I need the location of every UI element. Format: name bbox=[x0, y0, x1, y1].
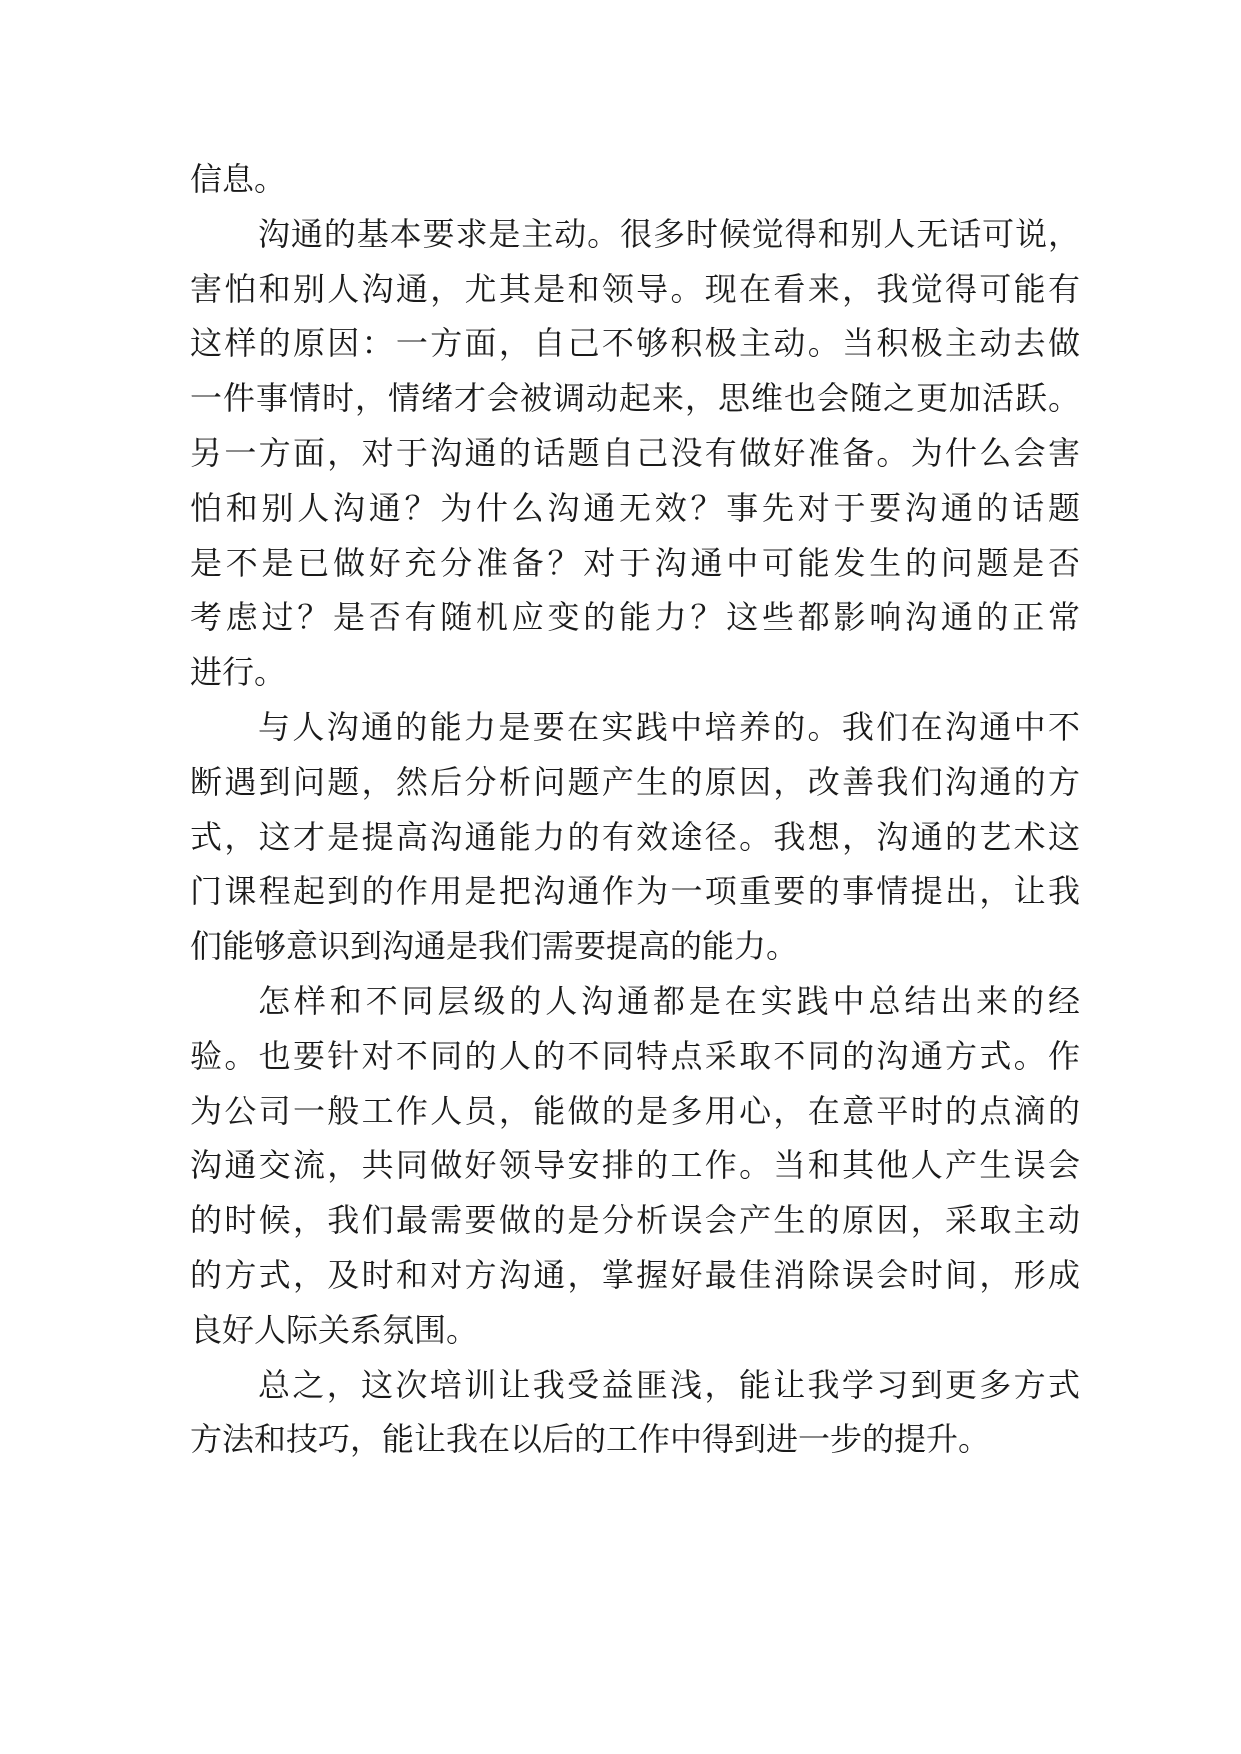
text-line: 信息。 bbox=[190, 160, 287, 198]
text-line: 的时候，我们最需要做的是分析误会产生的原因，采取主动 bbox=[190, 1201, 1080, 1240]
text-line: 们能够意识到沟通是我们需要提高的能力。 bbox=[190, 927, 799, 966]
text-line: 总之，这次培训让我受益匪浅，能让我学习到更多方式 bbox=[258, 1365, 1080, 1404]
paragraph-5 bbox=[190, 1358, 1080, 1468]
text-line: 一件事情时，情绪才会被调动起来，思维也会随之更加活跃。 bbox=[190, 379, 1080, 418]
text-line: 沟通的基本要求是主动。很多时候觉得和别人无话可说， bbox=[258, 214, 1080, 253]
text-line: 与人沟通的能力是要在实践中培养的。我们在沟通中不 bbox=[258, 707, 1080, 746]
text-line: 门课程起到的作用是把沟通作为一项重要的事情提出，让我 bbox=[190, 872, 1080, 911]
text-line: 为公司一般工作人员，能做的是多用心，在意平时的点滴的 bbox=[190, 1091, 1080, 1130]
paragraph-3 bbox=[190, 700, 1080, 974]
text-line: 进行。 bbox=[190, 653, 287, 692]
text-line: 式，这才是提高沟通能力的有效途径。我想，沟通的艺术这 bbox=[190, 817, 1080, 856]
text-line: 方法和技巧，能让我在以后的工作中得到进一步的提升。 bbox=[190, 1420, 991, 1459]
text-line: 另一方面，对于沟通的话题自己没有做好准备。为什么会害 bbox=[190, 433, 1080, 472]
paragraph-4 bbox=[190, 974, 1080, 1358]
document-body bbox=[190, 152, 1080, 1467]
paragraph-2 bbox=[190, 207, 1080, 700]
paragraph-1 bbox=[190, 152, 1080, 207]
text-line: 验。也要针对不同的人的不同特点采取不同的沟通方式。作 bbox=[190, 1036, 1080, 1075]
text-line: 这样的原因：一方面，自己不够积极主动。当积极主动去做 bbox=[190, 324, 1080, 363]
text-line: 害怕和别人沟通，尤其是和领导。现在看来，我觉得可能有 bbox=[190, 269, 1080, 308]
text-line: 沟通交流，共同做好领导安排的工作。当和其他人产生误会 bbox=[190, 1146, 1080, 1185]
text-line: 考虑过？是否有随机应变的能力？这些都影响沟通的正常 bbox=[190, 598, 1080, 637]
text-line: 怕和别人沟通？为什么沟通无效？事先对于要沟通的话题 bbox=[190, 488, 1080, 527]
text-line: 怎样和不同层级的人沟通都是在实践中总结出来的经 bbox=[258, 981, 1080, 1020]
text-line: 断遇到问题，然后分析问题产生的原因，改善我们沟通的方 bbox=[190, 762, 1080, 801]
text-line: 良好人际关系氛围。 bbox=[190, 1310, 479, 1349]
text-line: 的方式，及时和对方沟通，掌握好最佳消除误会时间，形成 bbox=[190, 1255, 1080, 1294]
text-line: 是不是已做好充分准备？对于沟通中可能发生的问题是否 bbox=[190, 543, 1080, 582]
